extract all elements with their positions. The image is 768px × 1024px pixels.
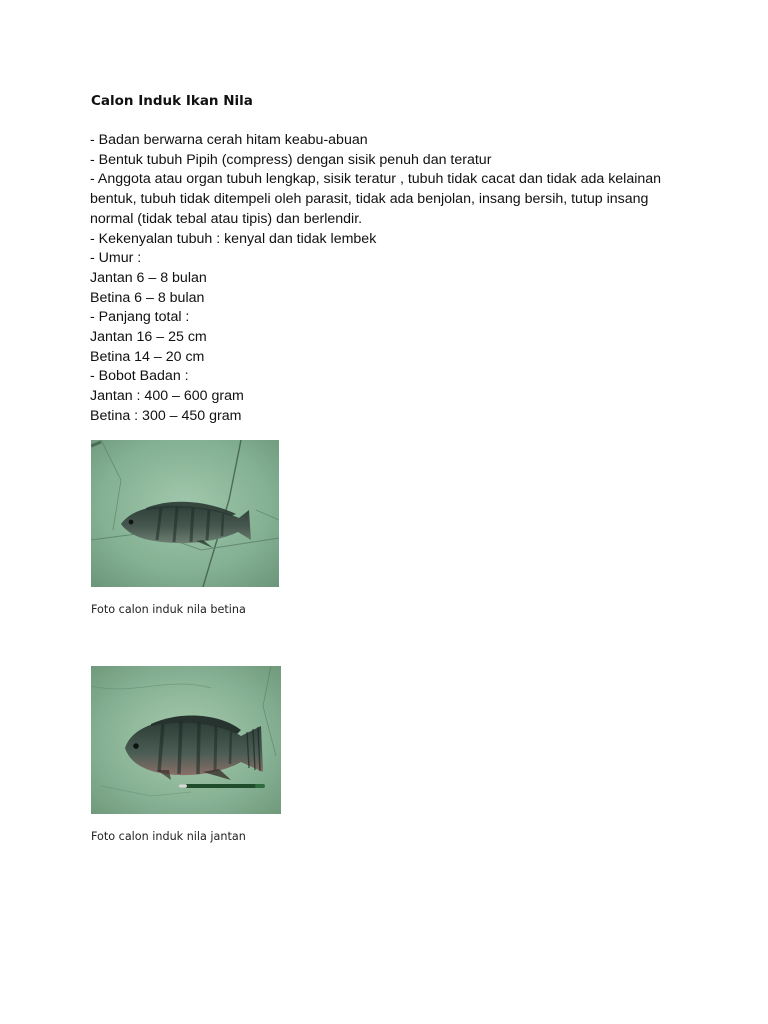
text-line: Jantan : 400 – 600 gram (90, 388, 244, 405)
text-line: - Panjang total : (90, 309, 190, 326)
fish-photo-image (91, 666, 281, 814)
document-title: Calon Induk Ikan Nila (91, 93, 253, 109)
text-line: - Bentuk tubuh Pipih (compress) dengan sisik penuh dan teratur (90, 151, 492, 168)
text-line: - Badan berwarna cerah hitam keabu-abuan (90, 132, 368, 148)
text-line: bentuk, tubuh tidak ditempeli oleh parasit, tidak ada benjolan, insang bersih, tutup insang (90, 191, 649, 208)
text-line: Betina : 300 – 450 gram (90, 407, 242, 424)
text-line: - Umur : (90, 250, 142, 267)
text-line: - Kekenyalan tubuh : kenyal dan tidak lembek (90, 230, 377, 247)
text-line: Jantan 6 – 8 bulan (90, 269, 207, 286)
fish-photo-image (91, 440, 279, 587)
photo-caption: Foto calon induk nila betina (91, 603, 246, 616)
text-line: normal (tidak tebal atau tipis) dan berlendir. (90, 210, 363, 227)
photo-caption: Foto calon induk nila jantan (91, 830, 246, 843)
text-line: - Anggota atau organ tubuh lengkap, sisik teratur , tubuh tidak cacat dan tidak ada kelainan (90, 171, 662, 188)
photo-female-tilapia (91, 440, 279, 587)
text-line: Jantan 16 – 25 cm (90, 329, 207, 346)
document-body (90, 131, 690, 427)
photo-male-tilapia (91, 666, 281, 814)
text-line: Betina 6 – 8 bulan (90, 289, 205, 306)
text-line: - Bobot Badan : (90, 368, 189, 385)
text-line: Betina 14 – 20 cm (90, 348, 205, 365)
